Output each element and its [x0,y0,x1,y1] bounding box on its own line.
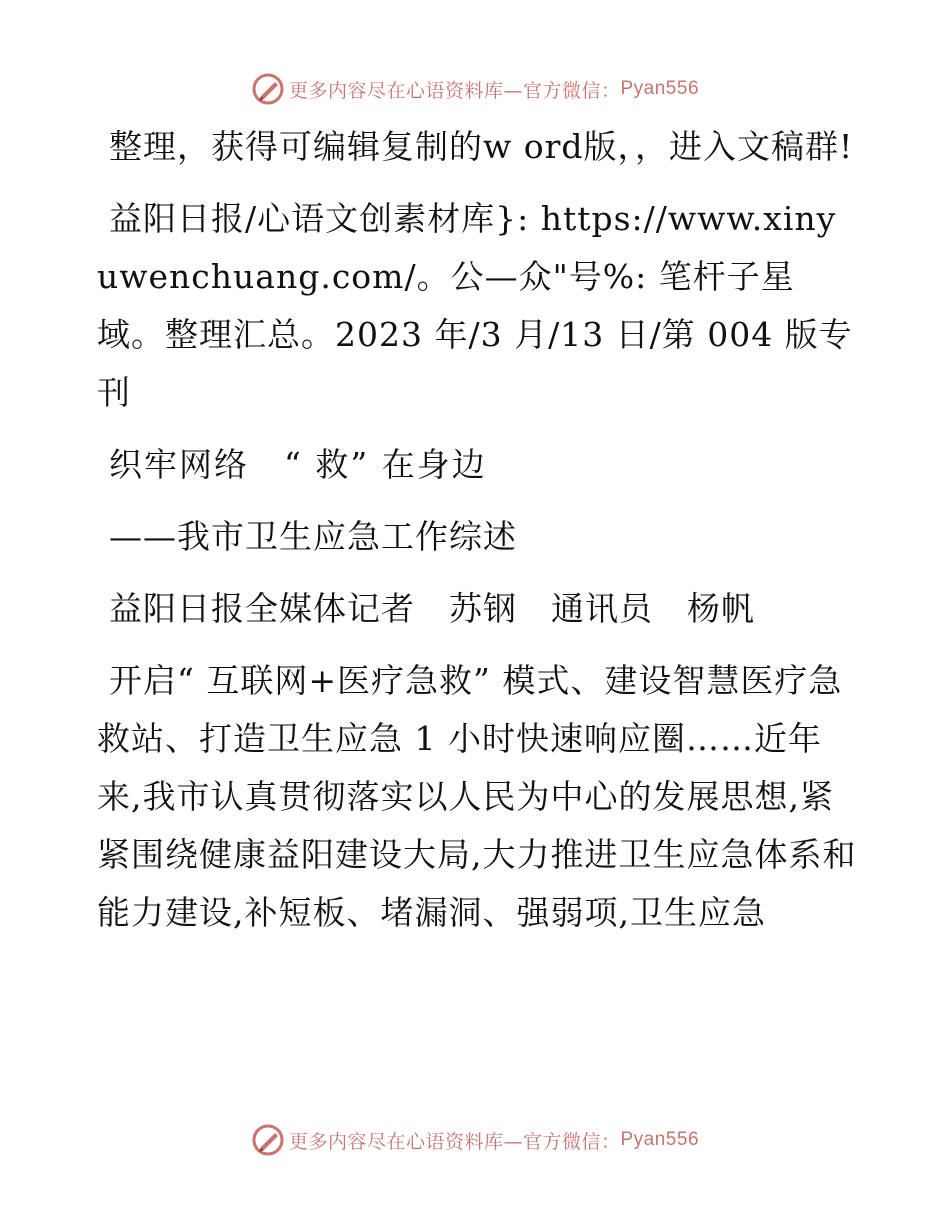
watermark-wechat-id: Pyan556 [620,1129,700,1150]
watermark-text: 更多内容尽在心语资料库—官方微信： [288,1130,621,1153]
article-byline: 益阳日报全媒体记者 苏钢 通讯员 杨帆 [109,589,755,628]
pen-logo-icon [251,1123,285,1157]
article-subtitle: ——我市卫生应急工作综述 [109,517,517,556]
header-watermark [0,69,950,109]
watermark-text: 更多内容尽在心语资料库—官方微信： [288,79,621,102]
footer-watermark [0,1120,950,1160]
paragraph-intro: 整理，获得可编辑复制的w ord版，，进入文稿群! [109,127,854,166]
paragraph-source: 益阳日报/心语文创素材库}: https://www.xinyuwenchuang.com/。公—众"号%: 笔杆子星域。整理汇总。2023 年/3 月/13 日/第 004 版专刊 [97,199,853,412]
watermark-wechat-id: Pyan556 [620,78,700,99]
document-body [97,118,857,956]
pen-logo-icon [251,72,285,106]
article-title: 织牢网络 “ 救” 在身边 [109,445,487,484]
paragraph-body: 开启“ 互联网+医疗急救” 模式、建设智慧医疗急救站、打造卫生应急 1 小时快速响应圈……近年来,我市认真贯彻落实以人民为中心的发展思想,紧紧围绕健康益阳建设大局,大力推进卫生应急体系和能力建设,补短板、堵漏洞、强弱项,卫生应急 [97,661,857,932]
